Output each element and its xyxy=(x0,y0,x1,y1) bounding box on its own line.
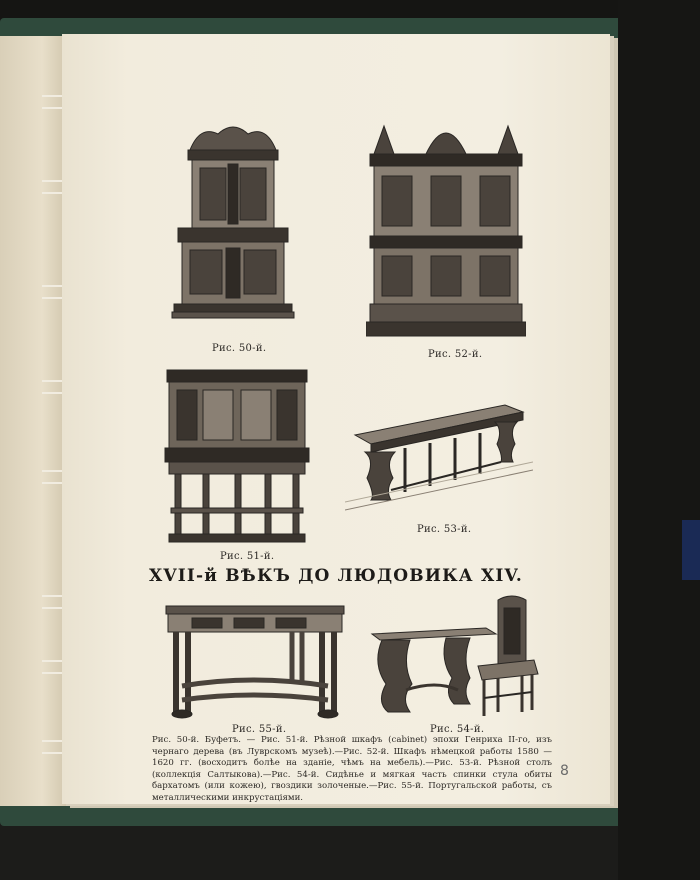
figure-55-table xyxy=(162,604,348,722)
background-right xyxy=(618,0,700,880)
figure-51-caption: Рис. 51-й. xyxy=(220,551,275,562)
figure-description xyxy=(152,735,552,805)
description-text: Рис. 50-й. Буфетъ. — Рис. 51-й. Рѣзной шкафъ (cabinet) эпохи Генриха II-го, изъ чернаго дерева (въ Луврскомъ музеѣ).—Рис. 52-й. Шкафъ нѣмецкой работы 1580 — 1620 гг. (восходитъ болѣе на зданіе, чѣмъ на мебель).—Рис. 53-й. Рѣзной столъ (коллекція Салтыкова).—Рис. 54-й. Сидѣнье и мягкая часть спинки стула обиты бархатомъ (или кожею), гвоздики золоченые.—Рис. 55-й. Португальской работы, съ металлическими инкрустаціями. xyxy=(152,735,552,803)
section-heading: XVII-й ВѢКЪ ДО ЛЮДОВИКА XIV. xyxy=(148,566,524,586)
figure-54-caption: Рис. 54-й. xyxy=(430,724,485,735)
page-number: 8 xyxy=(560,763,569,779)
left-page-edge xyxy=(0,36,70,806)
figure-53-caption: Рис. 53-й. xyxy=(417,524,472,535)
figure-50-caption: Рис. 50-й. xyxy=(212,343,267,354)
figure-53-table xyxy=(345,400,533,515)
label-sticker xyxy=(682,520,700,580)
figure-52-cabinet xyxy=(366,116,526,341)
figure-51-cabinet xyxy=(163,368,311,548)
figure-50-buffet xyxy=(170,120,296,325)
figure-54-table-and-chair xyxy=(366,594,544,722)
figure-52-caption: Рис. 52-й. xyxy=(428,349,483,360)
figure-55-caption: Рис. 55-й. xyxy=(232,724,287,735)
